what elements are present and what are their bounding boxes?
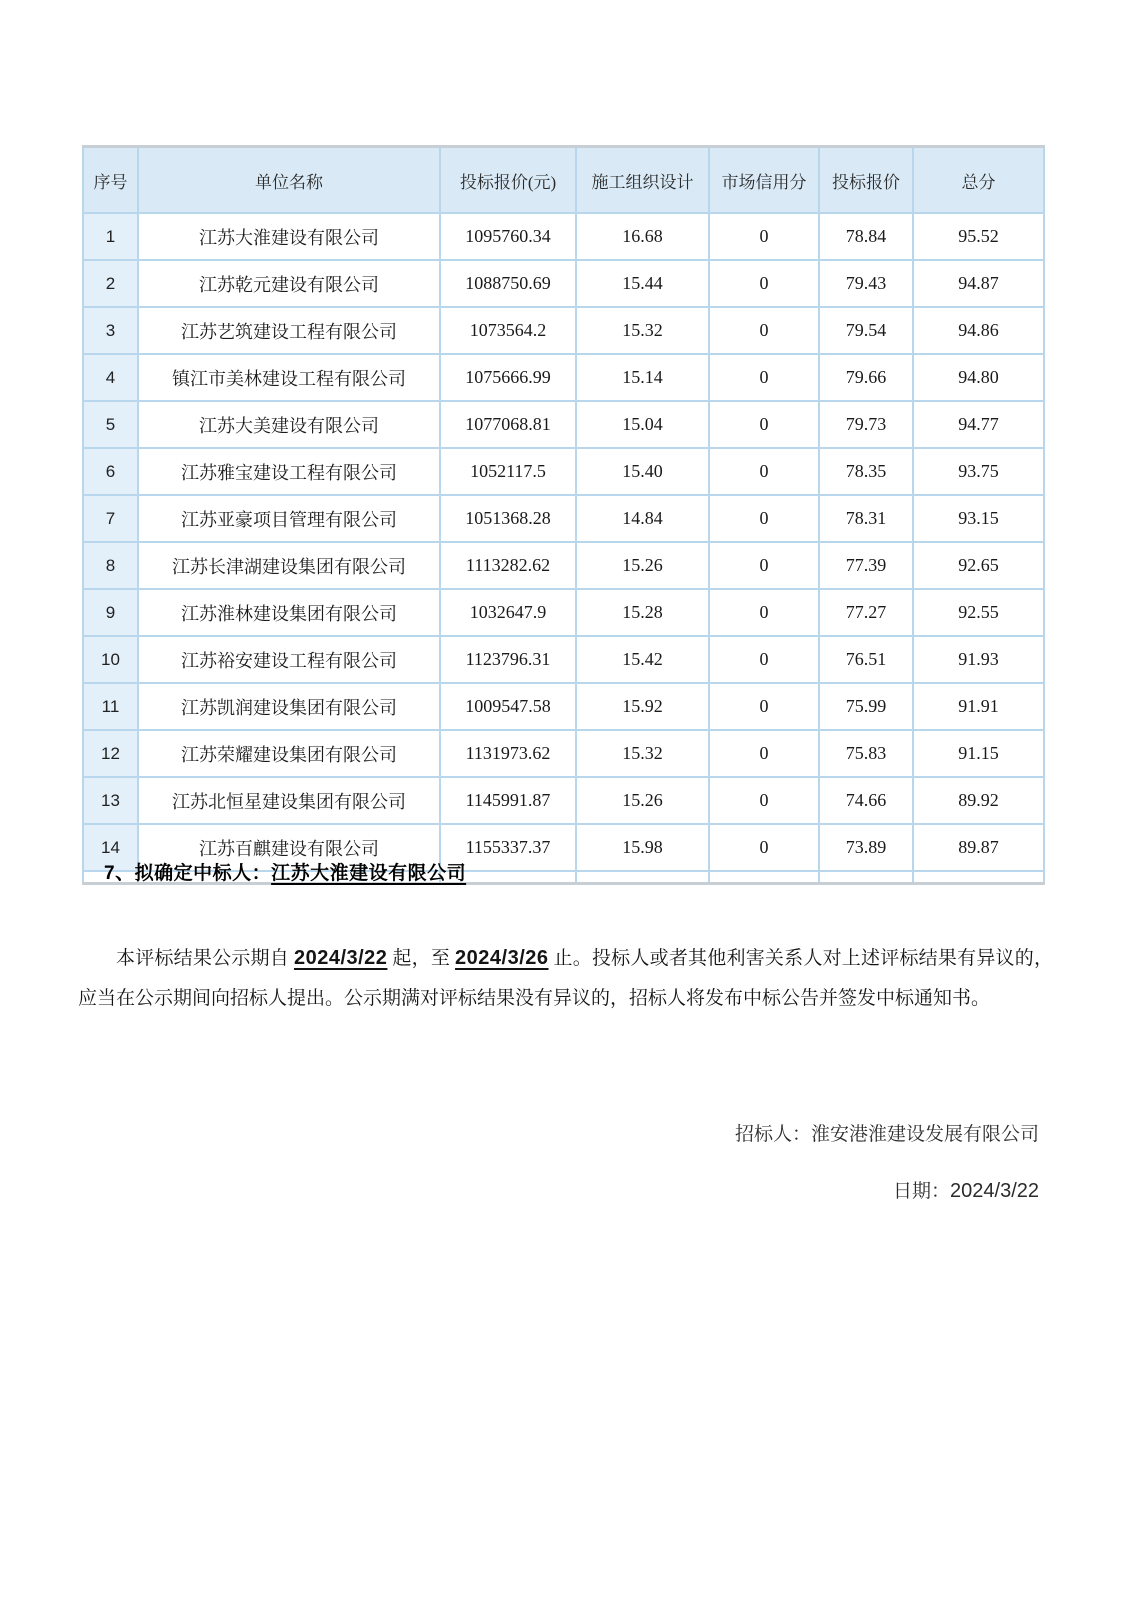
table-cell: 0: [709, 213, 819, 260]
table-cell: 江苏淮林建设集团有限公司: [138, 589, 440, 636]
table-cell: 89.92: [913, 777, 1044, 824]
table-cell: 16.68: [576, 213, 709, 260]
table-row: [83, 401, 1044, 448]
table-cell: 0: [709, 636, 819, 683]
notice-text-3: 止。投标人或者其他利害关系人对上述评标结果有异议的，应当在公示期间向招标人提出。公示期满对评标结果没有异议的，招标人将发布中标公告并签发中标通知书。: [78, 948, 1053, 1009]
table-cell: 92.55: [913, 589, 1044, 636]
table-cell: 94.80: [913, 354, 1044, 401]
table-cell: 76.51: [819, 636, 913, 683]
winner-name: 江苏大淮建设有限公司: [271, 863, 467, 884]
table-row: [83, 354, 1044, 401]
row-index-cell: 13: [83, 777, 138, 824]
winner-line-label: 拟确定中标人：: [134, 863, 272, 884]
table-cell: 15.42: [576, 636, 709, 683]
table-cell: 1009547.58: [440, 683, 576, 730]
table-cell: 1075666.99: [440, 354, 576, 401]
table-cell: 15.44: [576, 260, 709, 307]
bid-results-table: [82, 145, 1045, 885]
table-cell: 15.92: [576, 683, 709, 730]
table-cell: 0: [709, 683, 819, 730]
table-cell: 1123796.31: [440, 636, 576, 683]
table-cell: 0: [709, 824, 819, 871]
results-table-body: [83, 213, 1044, 884]
table-cell: 91.93: [913, 636, 1044, 683]
table-row: [83, 542, 1044, 589]
date-line: [735, 1176, 1039, 1207]
table-cell: 1088750.69: [440, 260, 576, 307]
table-cell: 1073564.2: [440, 307, 576, 354]
table-tail-cell: [576, 871, 709, 884]
table-cell: 92.65: [913, 542, 1044, 589]
table-cell: 江苏大美建设有限公司: [138, 401, 440, 448]
table-cell: 15.26: [576, 542, 709, 589]
table-cell: 15.14: [576, 354, 709, 401]
table-cell: 江苏裕安建设工程有限公司: [138, 636, 440, 683]
table-row: [83, 730, 1044, 777]
table-cell: 江苏凯润建设集团有限公司: [138, 683, 440, 730]
table-cell: 江苏大淮建设有限公司: [138, 213, 440, 260]
table-cell: 0: [709, 260, 819, 307]
table-cell: 江苏雅宝建设工程有限公司: [138, 448, 440, 495]
column-header: 市场信用分: [709, 147, 819, 214]
row-index-cell: 5: [83, 401, 138, 448]
table-cell: 0: [709, 354, 819, 401]
table-cell: 江苏百麒建设有限公司: [138, 824, 440, 871]
date-value: 2024/3/22: [950, 1180, 1039, 1202]
table-cell: 75.83: [819, 730, 913, 777]
tenderer-label: 招标人：: [734, 1124, 811, 1145]
table-cell: 0: [709, 542, 819, 589]
table-cell: 江苏乾元建设有限公司: [138, 260, 440, 307]
table-cell: 14.84: [576, 495, 709, 542]
table-cell: 0: [709, 401, 819, 448]
table-row: [83, 495, 1044, 542]
table-cell: 江苏亚豪项目管理有限公司: [138, 495, 440, 542]
table-cell: 1077068.81: [440, 401, 576, 448]
table-cell: 93.15: [913, 495, 1044, 542]
row-index-cell: 3: [83, 307, 138, 354]
table-cell: 江苏艺筑建设工程有限公司: [138, 307, 440, 354]
table-cell: 江苏荣耀建设集团有限公司: [138, 730, 440, 777]
table-cell: 94.86: [913, 307, 1044, 354]
table-cell: 79.54: [819, 307, 913, 354]
table-row: [83, 777, 1044, 824]
column-header: 投标报价: [819, 147, 913, 214]
table-cell: 73.89: [819, 824, 913, 871]
row-index-cell: 1: [83, 213, 138, 260]
table-cell: 江苏北恒星建设集团有限公司: [138, 777, 440, 824]
table-cell: 15.04: [576, 401, 709, 448]
table-cell: 91.91: [913, 683, 1044, 730]
row-index-cell: 12: [83, 730, 138, 777]
table-cell: 0: [709, 448, 819, 495]
tenderer-line: [735, 1120, 1039, 1150]
table-cell: 93.75: [913, 448, 1044, 495]
row-index-cell: 14: [83, 824, 138, 871]
column-header: 施工组织设计: [576, 147, 709, 214]
table-cell: 78.84: [819, 213, 913, 260]
table-cell: 15.32: [576, 730, 709, 777]
table-cell: 1145991.87: [440, 777, 576, 824]
table-cell: 1051368.28: [440, 495, 576, 542]
table-cell: 74.66: [819, 777, 913, 824]
table-tail-cell: [913, 871, 1044, 884]
table-cell: 78.35: [819, 448, 913, 495]
table-cell: 95.52: [913, 213, 1044, 260]
table-cell: 1052117.5: [440, 448, 576, 495]
table-tail-cell: [709, 871, 819, 884]
table-cell: 78.31: [819, 495, 913, 542]
table-row: [83, 589, 1044, 636]
table-cell: 1113282.62: [440, 542, 576, 589]
table-row: [83, 448, 1044, 495]
notice-text-1: 本评标结果公示期自: [116, 948, 294, 969]
table-cell: 15.40: [576, 448, 709, 495]
table-cell: 79.43: [819, 260, 913, 307]
publicity-start-date: 2024/3/22: [293, 947, 388, 969]
table-cell: 15.32: [576, 307, 709, 354]
row-index-cell: 6: [83, 448, 138, 495]
publicity-end-date: 2024/3/26: [455, 947, 549, 969]
table-cell: 77.39: [819, 542, 913, 589]
table-row: [83, 213, 1044, 260]
table-cell: 77.27: [819, 589, 913, 636]
table-cell: 15.28: [576, 589, 709, 636]
tenderer-name: 淮安港淮建设发展有限公司: [810, 1124, 1039, 1145]
table-row: [83, 636, 1044, 683]
table-row: [83, 260, 1044, 307]
row-index-cell: 4: [83, 354, 138, 401]
table-cell: 0: [709, 730, 819, 777]
row-index-cell: 8: [83, 542, 138, 589]
table-row: [83, 683, 1044, 730]
publicity-notice: [78, 938, 1053, 1019]
table-cell: 1032647.9: [440, 589, 576, 636]
winner-line: [104, 858, 466, 885]
table-cell: 镇江市美林建设工程有限公司: [138, 354, 440, 401]
row-index-cell: 7: [83, 495, 138, 542]
notice-text-2: 起，至: [387, 948, 456, 969]
table-cell: 91.15: [913, 730, 1044, 777]
table-cell: 1131973.62: [440, 730, 576, 777]
table-cell: 75.99: [819, 683, 913, 730]
column-header: 单位名称: [138, 147, 440, 214]
row-index-cell: 2: [83, 260, 138, 307]
table-cell: 15.26: [576, 777, 709, 824]
table-cell: 1155337.37: [440, 824, 576, 871]
column-header: 序号: [83, 147, 138, 214]
table-cell: 89.87: [913, 824, 1044, 871]
table-cell: 0: [709, 777, 819, 824]
row-index-cell: 10: [83, 636, 138, 683]
table-cell: 94.77: [913, 401, 1044, 448]
table-cell: 1095760.34: [440, 213, 576, 260]
table-cell: 94.87: [913, 260, 1044, 307]
table-cell: 15.98: [576, 824, 709, 871]
table-cell: 江苏长津湖建设集团有限公司: [138, 542, 440, 589]
table-cell: 79.66: [819, 354, 913, 401]
row-index-cell: 9: [83, 589, 138, 636]
winner-line-number: 7、: [104, 863, 135, 884]
table-tail-cell: [819, 871, 913, 884]
date-label: 日期：: [893, 1181, 951, 1202]
table-row: [83, 307, 1044, 354]
results-table-header-row: [83, 147, 1044, 214]
table-cell: 0: [709, 495, 819, 542]
column-header: 投标报价(元): [440, 147, 576, 214]
column-header: 总分: [913, 147, 1044, 214]
signature-block: [735, 1120, 1039, 1207]
table-cell: 79.73: [819, 401, 913, 448]
row-index-cell: 11: [83, 683, 138, 730]
table-cell: 0: [709, 307, 819, 354]
table-cell: 0: [709, 589, 819, 636]
